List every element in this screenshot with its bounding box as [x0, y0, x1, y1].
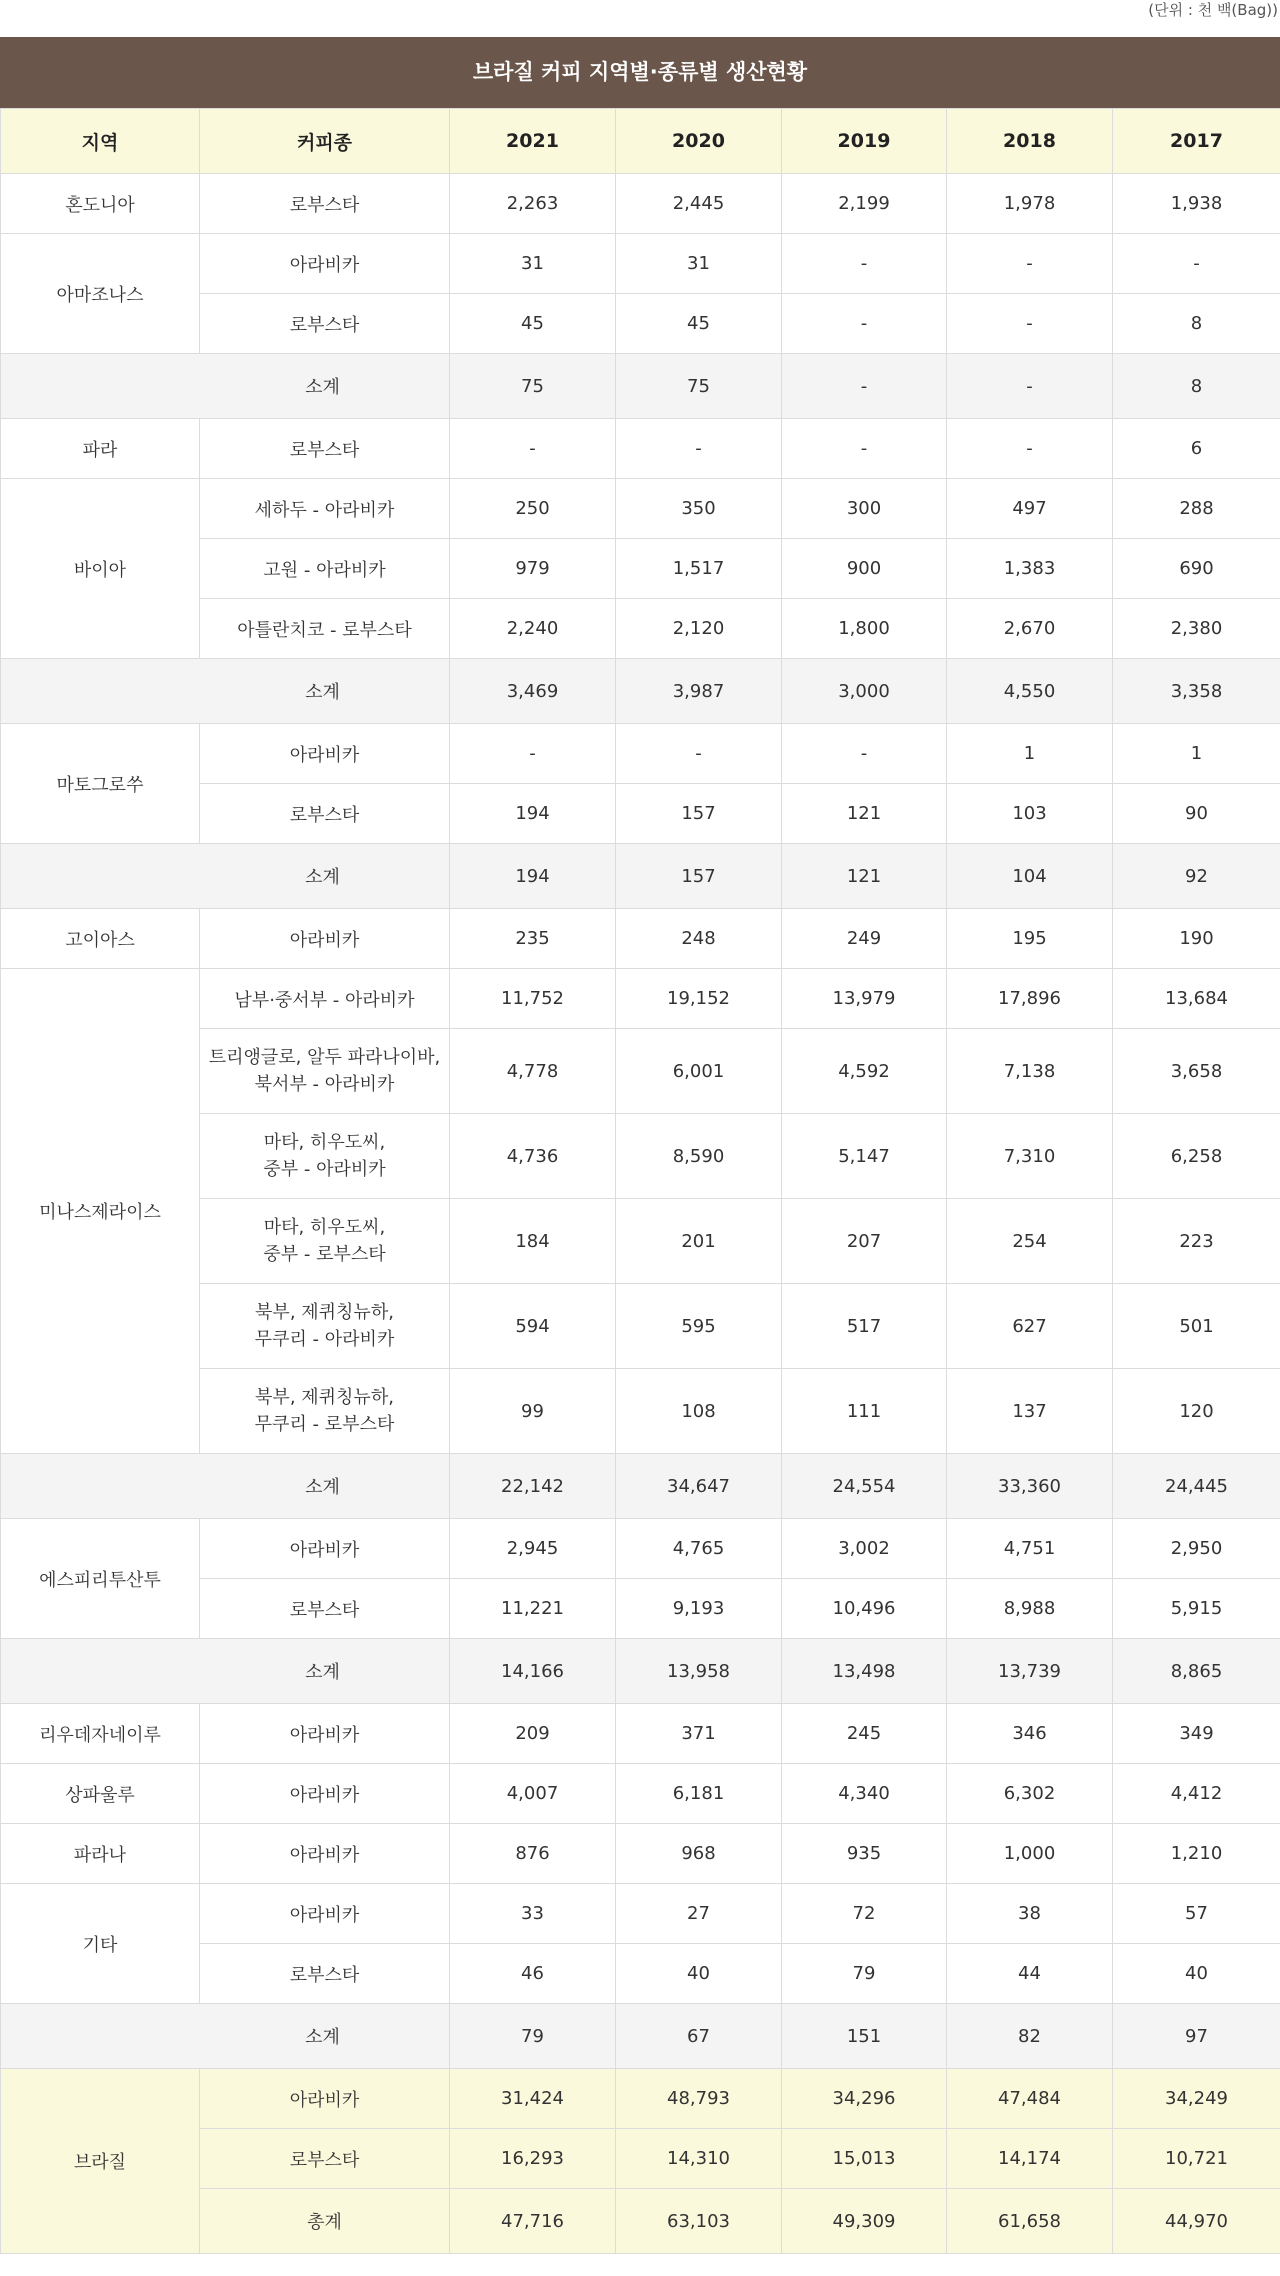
value-cell: 190 [1113, 909, 1280, 969]
value-cell: 14,310 [616, 2129, 782, 2189]
region-cell: 상파울루 [1, 1764, 200, 1824]
value-cell: 2,670 [947, 599, 1113, 659]
type-line: 마타, 히우도씨, [263, 1217, 386, 1238]
value-cell: 11,752 [450, 969, 616, 1029]
value-cell: 121 [782, 844, 947, 909]
value-cell: 121 [782, 784, 947, 844]
value-cell: 79 [782, 1944, 947, 2004]
table-row [1, 1884, 1280, 1944]
value-cell: 209 [450, 1704, 616, 1764]
value-cell: 24,445 [1113, 1454, 1280, 1519]
value-cell: 16,293 [450, 2129, 616, 2189]
value-cell: 157 [616, 844, 782, 909]
type-line: 마타, 히우도씨, [263, 1132, 386, 1153]
region-cell: 미나스제라이스 [1, 969, 200, 1454]
header-2019: 2019 [782, 109, 947, 174]
value-cell: 108 [616, 1369, 782, 1454]
value-cell: 5,915 [1113, 1579, 1280, 1639]
subtotal-row [1, 354, 1280, 419]
type-cell [200, 1029, 450, 1114]
value-cell: 4,778 [450, 1029, 616, 1114]
type-cell [200, 1114, 450, 1199]
value-cell: 13,498 [782, 1639, 947, 1704]
value-cell: 2,120 [616, 599, 782, 659]
region-cell: 마토그로쑤 [1, 724, 200, 844]
value-cell: 7,138 [947, 1029, 1113, 1114]
value-cell: - [1113, 234, 1280, 294]
value-cell: 1,978 [947, 174, 1113, 234]
value-cell: 92 [1113, 844, 1280, 909]
value-cell: 1,383 [947, 539, 1113, 599]
value-cell: 4,007 [450, 1764, 616, 1824]
value-cell: 194 [450, 844, 616, 909]
value-cell: 1,517 [616, 539, 782, 599]
value-cell: 235 [450, 909, 616, 969]
region-cell: 아마조나스 [1, 234, 200, 354]
value-cell: 5,147 [782, 1114, 947, 1199]
type-cell: 아틀란치코 - 로부스타 [200, 599, 450, 659]
value-cell: 968 [616, 1824, 782, 1884]
type-line: 북부, 제퀴칭뉴하, [255, 1302, 394, 1323]
grand-total-label: 총계 [200, 2189, 450, 2254]
table-header-row [1, 109, 1280, 174]
value-cell: 900 [782, 539, 947, 599]
value-cell: 1,210 [1113, 1824, 1280, 1884]
value-cell: 1,938 [1113, 174, 1280, 234]
value-cell: 31 [616, 234, 782, 294]
value-cell: 8,590 [616, 1114, 782, 1199]
value-cell: 2,945 [450, 1519, 616, 1579]
type-cell: 로부스타 [200, 784, 450, 844]
value-cell: 31 [450, 234, 616, 294]
value-cell: 207 [782, 1199, 947, 1284]
table-row [1, 1824, 1280, 1884]
value-cell: - [782, 294, 947, 354]
value-cell: 2,240 [450, 599, 616, 659]
type-cell: 아라비카 [200, 2069, 450, 2129]
value-cell: 4,592 [782, 1029, 947, 1114]
region-cell: 파라나 [1, 1824, 200, 1884]
value-cell: 48,793 [616, 2069, 782, 2129]
region-cell: 에스피리투산투 [1, 1519, 200, 1639]
type-cell: 로부스타 [200, 1944, 450, 2004]
value-cell: - [947, 354, 1113, 419]
subtotal-row [1, 1639, 1280, 1704]
value-cell: - [782, 419, 947, 479]
value-cell: - [782, 354, 947, 419]
region-cell: 기타 [1, 1884, 200, 2004]
type-line: 중부 - 아라비카 [263, 1159, 386, 1180]
value-cell: 594 [450, 1284, 616, 1369]
type-line: 무쿠리 - 아라비카 [254, 1329, 395, 1350]
value-cell: - [947, 234, 1113, 294]
value-cell: 350 [616, 479, 782, 539]
type-cell: 아라비카 [200, 1824, 450, 1884]
value-cell: - [782, 724, 947, 784]
table-row [1, 174, 1280, 234]
value-cell: 595 [616, 1284, 782, 1369]
value-cell: 34,647 [616, 1454, 782, 1519]
value-cell: 9,193 [616, 1579, 782, 1639]
value-cell: 17,896 [947, 969, 1113, 1029]
value-cell: 6,181 [616, 1764, 782, 1824]
value-cell: 4,412 [1113, 1764, 1280, 1824]
value-cell: 184 [450, 1199, 616, 1284]
value-cell: 371 [616, 1704, 782, 1764]
value-cell: 47,484 [947, 2069, 1113, 2129]
table-row [1, 234, 1280, 294]
type-line: 트리앵글로, 알두 파라나이바, [208, 1047, 441, 1068]
value-cell: 876 [450, 1824, 616, 1884]
value-cell: 4,765 [616, 1519, 782, 1579]
type-line: 북부, 제퀴칭뉴하, [255, 1387, 394, 1408]
value-cell: 31,424 [450, 2069, 616, 2129]
value-cell: 79 [450, 2004, 616, 2069]
value-cell: 979 [450, 539, 616, 599]
value-cell: 1,000 [947, 1824, 1113, 1884]
value-cell: 15,013 [782, 2129, 947, 2189]
value-cell: 8,988 [947, 1579, 1113, 1639]
header-2020: 2020 [616, 109, 782, 174]
value-cell: 245 [782, 1704, 947, 1764]
type-cell: 남부·중서부 - 아라비카 [200, 969, 450, 1029]
value-cell: 497 [947, 479, 1113, 539]
value-cell: 45 [616, 294, 782, 354]
value-cell: 72 [782, 1884, 947, 1944]
value-cell: 2,263 [450, 174, 616, 234]
value-cell: 151 [782, 2004, 947, 2069]
subtotal-label: 소계 [1, 659, 450, 724]
region-cell: 리우데자네이루 [1, 1704, 200, 1764]
value-cell: 250 [450, 479, 616, 539]
subtotal-row [1, 659, 1280, 724]
value-cell: 2,199 [782, 174, 947, 234]
subtotal-label: 소계 [1, 2004, 450, 2069]
header-type: 커피종 [200, 109, 450, 174]
subtotal-row [1, 844, 1280, 909]
value-cell: 13,958 [616, 1639, 782, 1704]
value-cell: 288 [1113, 479, 1280, 539]
value-cell: 8,865 [1113, 1639, 1280, 1704]
value-cell: 4,751 [947, 1519, 1113, 1579]
type-cell: 아라비카 [200, 1884, 450, 1944]
region-cell: 혼도니아 [1, 174, 200, 234]
value-cell: 44,970 [1113, 2189, 1280, 2254]
value-cell: 195 [947, 909, 1113, 969]
value-cell: 248 [616, 909, 782, 969]
value-cell: 1 [947, 724, 1113, 784]
value-cell: 1,800 [782, 599, 947, 659]
type-cell: 아라비카 [200, 1519, 450, 1579]
type-cell: 로부스타 [200, 1579, 450, 1639]
value-cell: 194 [450, 784, 616, 844]
region-cell: 파라 [1, 419, 200, 479]
region-cell: 바이아 [1, 479, 200, 659]
value-cell: 38 [947, 1884, 1113, 1944]
table-row [1, 1704, 1280, 1764]
value-cell: 300 [782, 479, 947, 539]
region-cell: 고이아스 [1, 909, 200, 969]
region-cell: 브라질 [1, 2069, 200, 2254]
type-cell: 로부스타 [200, 294, 450, 354]
header-2018: 2018 [947, 109, 1113, 174]
subtotal-label: 소계 [1, 1639, 450, 1704]
value-cell: 10,721 [1113, 2129, 1280, 2189]
value-cell: 33 [450, 1884, 616, 1944]
unit-note: (단위 : 천 백(Bag)) [1148, 1, 1278, 19]
value-cell: 90 [1113, 784, 1280, 844]
value-cell: 63,103 [616, 2189, 782, 2254]
value-cell: 111 [782, 1369, 947, 1454]
subtotal-label: 소계 [1, 1454, 450, 1519]
value-cell: 46 [450, 1944, 616, 2004]
value-cell: 13,739 [947, 1639, 1113, 1704]
type-cell: 아라비카 [200, 234, 450, 294]
table-row [1, 1519, 1280, 1579]
value-cell: 349 [1113, 1704, 1280, 1764]
value-cell: 47,716 [450, 2189, 616, 2254]
value-cell: - [782, 234, 947, 294]
subtotal-label: 소계 [1, 354, 450, 419]
value-cell: 4,340 [782, 1764, 947, 1824]
table-title: 브라질 커피 지역별·종류별 생산현황 [0, 37, 1280, 108]
value-cell: 3,987 [616, 659, 782, 724]
value-cell: 34,296 [782, 2069, 947, 2129]
table-row [1, 724, 1280, 784]
value-cell: 4,736 [450, 1114, 616, 1199]
value-cell: 103 [947, 784, 1113, 844]
type-cell: 고원 - 아라비카 [200, 539, 450, 599]
value-cell: 254 [947, 1199, 1113, 1284]
value-cell: 57 [1113, 1884, 1280, 1944]
value-cell: 501 [1113, 1284, 1280, 1369]
type-line: 무쿠리 - 로부스타 [254, 1414, 395, 1435]
value-cell: 44 [947, 1944, 1113, 2004]
value-cell: 104 [947, 844, 1113, 909]
value-cell: - [947, 294, 1113, 354]
value-cell: 67 [616, 2004, 782, 2069]
value-cell: 22,142 [450, 1454, 616, 1519]
value-cell: 13,684 [1113, 969, 1280, 1029]
value-cell: 75 [616, 354, 782, 419]
value-cell: 6,302 [947, 1764, 1113, 1824]
value-cell: 3,000 [782, 659, 947, 724]
value-cell: 3,658 [1113, 1029, 1280, 1114]
value-cell: 7,310 [947, 1114, 1113, 1199]
production-table [0, 108, 1280, 2254]
type-cell: 아라비카 [200, 724, 450, 784]
type-cell: 로부스타 [200, 2129, 450, 2189]
value-cell: 99 [450, 1369, 616, 1454]
value-cell: 8 [1113, 294, 1280, 354]
subtotal-row [1, 2004, 1280, 2069]
value-cell: 3,358 [1113, 659, 1280, 724]
value-cell: 3,469 [450, 659, 616, 724]
value-cell: 3,002 [782, 1519, 947, 1579]
value-cell: 61,658 [947, 2189, 1113, 2254]
value-cell: 34,249 [1113, 2069, 1280, 2129]
value-cell: - [947, 419, 1113, 479]
value-cell: 27 [616, 1884, 782, 1944]
value-cell: 13,979 [782, 969, 947, 1029]
value-cell: 45 [450, 294, 616, 354]
header-2017: 2017 [1113, 109, 1280, 174]
type-cell: 세하두 - 아라비카 [200, 479, 450, 539]
subtotal-label: 소계 [1, 844, 450, 909]
type-line: 북서부 - 아라비카 [254, 1074, 395, 1095]
value-cell: 40 [1113, 1944, 1280, 2004]
value-cell: 249 [782, 909, 947, 969]
value-cell: - [450, 419, 616, 479]
value-cell: 4,550 [947, 659, 1113, 724]
value-cell: - [616, 419, 782, 479]
subtotal-row [1, 1454, 1280, 1519]
value-cell: 10,496 [782, 1579, 947, 1639]
table-row [1, 1764, 1280, 1824]
value-cell: 6,001 [616, 1029, 782, 1114]
value-cell: 2,380 [1113, 599, 1280, 659]
value-cell: 19,152 [616, 969, 782, 1029]
table-row [1, 479, 1280, 539]
type-cell [200, 1199, 450, 1284]
value-cell: 690 [1113, 539, 1280, 599]
table-row [1, 419, 1280, 479]
value-cell: 40 [616, 1944, 782, 2004]
value-cell: 97 [1113, 2004, 1280, 2069]
value-cell: 517 [782, 1284, 947, 1369]
value-cell: 14,174 [947, 2129, 1113, 2189]
value-cell: 33,360 [947, 1454, 1113, 1519]
value-cell: 11,221 [450, 1579, 616, 1639]
type-cell [200, 1369, 450, 1454]
value-cell: 75 [450, 354, 616, 419]
value-cell: 627 [947, 1284, 1113, 1369]
type-cell: 아라비카 [200, 1764, 450, 1824]
value-cell: 6,258 [1113, 1114, 1280, 1199]
value-cell: 1 [1113, 724, 1280, 784]
value-cell: 6 [1113, 419, 1280, 479]
value-cell: 2,950 [1113, 1519, 1280, 1579]
type-cell: 로부스타 [200, 419, 450, 479]
value-cell: 157 [616, 784, 782, 844]
table-row [1, 909, 1280, 969]
total-row [1, 2069, 1280, 2129]
type-cell: 아라비카 [200, 1704, 450, 1764]
type-line: 중부 - 로부스타 [263, 1244, 386, 1265]
type-cell: 아라비카 [200, 909, 450, 969]
type-cell: 로부스타 [200, 174, 450, 234]
header-2021: 2021 [450, 109, 616, 174]
value-cell: 223 [1113, 1199, 1280, 1284]
value-cell: 82 [947, 2004, 1113, 2069]
table-row [1, 969, 1280, 1029]
header-region: 지역 [1, 109, 200, 174]
value-cell: 201 [616, 1199, 782, 1284]
value-cell: 24,554 [782, 1454, 947, 1519]
value-cell: 14,166 [450, 1639, 616, 1704]
value-cell: 137 [947, 1369, 1113, 1454]
value-cell: - [450, 724, 616, 784]
value-cell: 120 [1113, 1369, 1280, 1454]
type-cell [200, 1284, 450, 1369]
value-cell: 346 [947, 1704, 1113, 1764]
value-cell: - [616, 724, 782, 784]
value-cell: 8 [1113, 354, 1280, 419]
value-cell: 935 [782, 1824, 947, 1884]
value-cell: 49,309 [782, 2189, 947, 2254]
value-cell: 2,445 [616, 174, 782, 234]
